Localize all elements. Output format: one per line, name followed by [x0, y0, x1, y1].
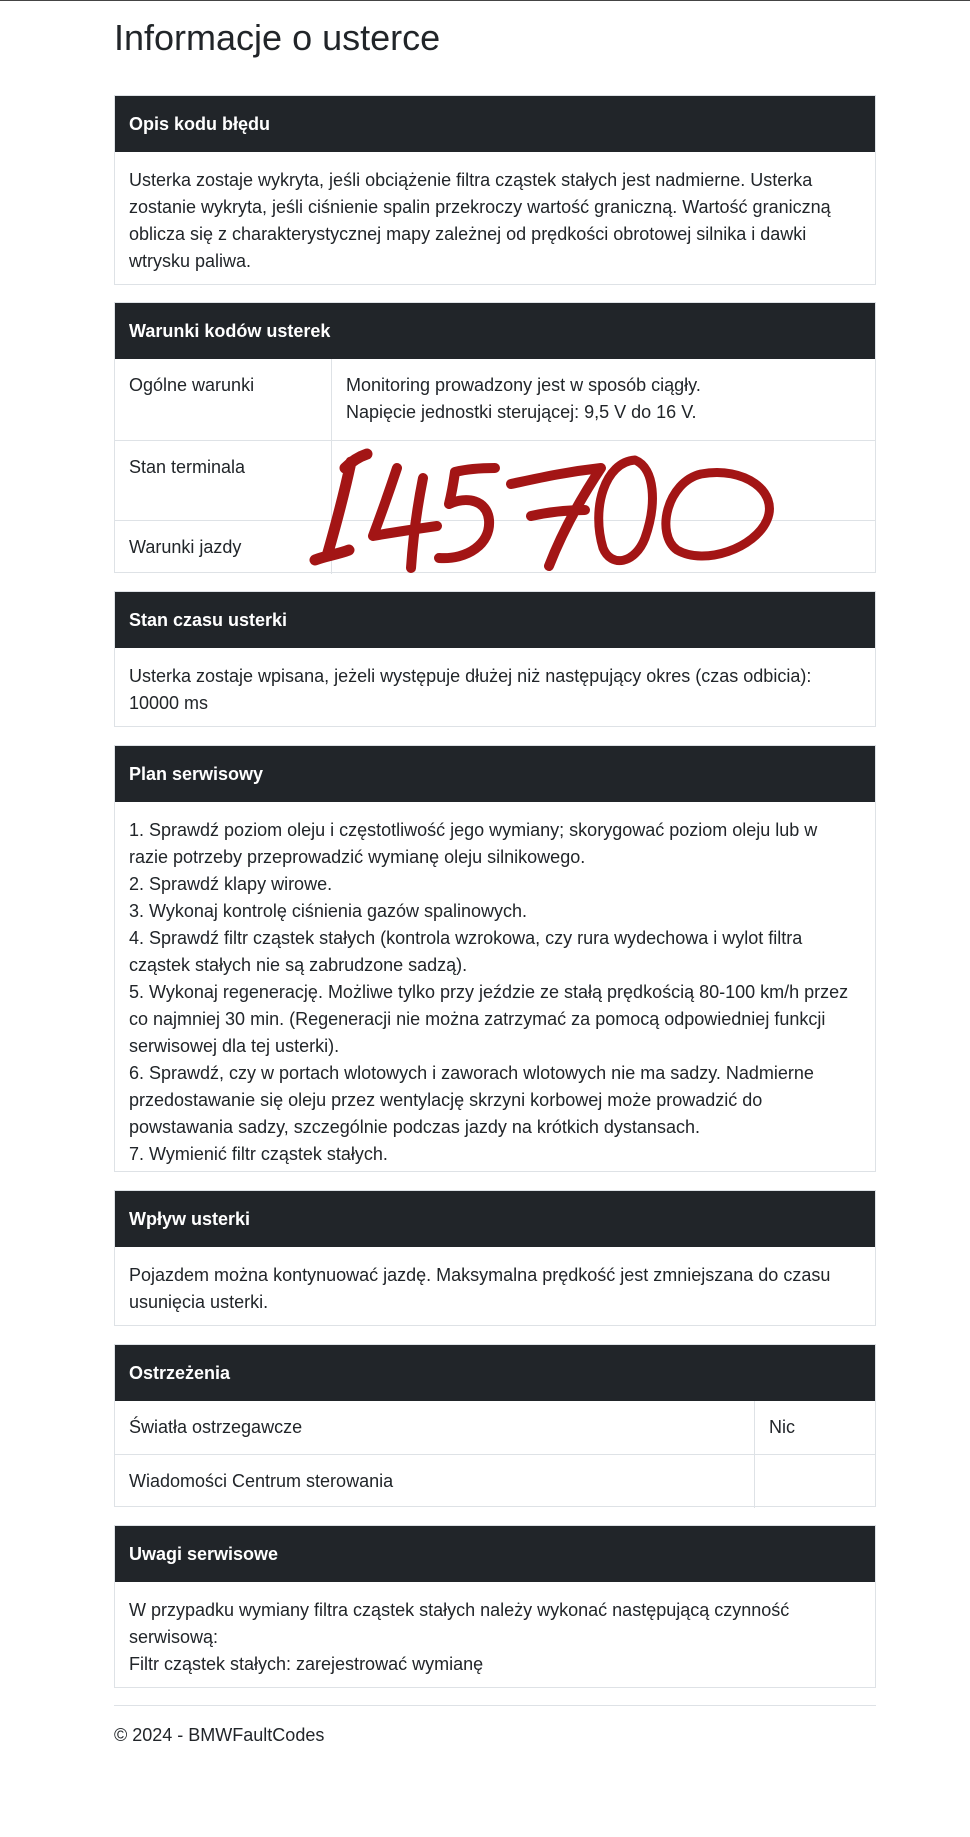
fault-time-header: Stan czasu usterki [115, 592, 875, 648]
fault-impact-header: Wpływ usterki [115, 1191, 875, 1247]
footer-divider [114, 1705, 876, 1706]
service-notes-text: Filtr cząstek stałych: zarejestrować wymianę [129, 1654, 484, 1674]
condition-label: Stan terminala [115, 440, 332, 520]
service-plan-item: 1. Sprawdź poziom oleju i częstotliwość jego wymiany; skorygować poziom oleju lub w razie potrzeby przeprowadzić wymianę oleju silnikowego. [129, 820, 818, 867]
condition-value [332, 520, 876, 574]
service-plan-list [115, 802, 875, 1182]
warnings-card [114, 1344, 876, 1507]
table-row [115, 520, 875, 574]
warnings-header: Ostrzeżenia [115, 1345, 875, 1401]
top-border [0, 0, 970, 1]
warning-label: Wiadomości Centrum sterowania [115, 1455, 755, 1509]
service-plan-item: 6. Sprawdź, czy w portach wlotowych i zaworach wlotowych nie ma sadzy. Nadmierne przedostawanie się oleju przez wentylację skrzyni korbowej może prowadzić do powstawania sadzy, szczególnie podczas jazdy na krótkich dystansach. [129, 1063, 814, 1137]
table-row [115, 359, 875, 440]
table-row [115, 1401, 875, 1455]
service-plan-item: 2. Sprawdź klapy wirowe. [129, 874, 333, 894]
warning-label: Światła ostrzegawcze [129, 1417, 303, 1437]
warning-value [755, 1455, 876, 1509]
fault-conditions-card [114, 302, 876, 573]
fault-time-text: Usterka zostaje wpisana, jeżeli występuje dłużej niż następujący okres (czas odbicia): 10000 ms [129, 666, 812, 713]
condition-value-line: Napięcie jednostki sterującej: 9,5 V do 16 V. [346, 402, 697, 422]
page-title: Informacje o usterce [114, 17, 441, 58]
table-row [115, 440, 875, 520]
service-plan-item: 4. Sprawdź filtr cząstek stałych (kontrola wzrokowa, czy rura wydechowa i wylot filtra cząstek stałych nie są zabrudzone sadzą). [129, 928, 803, 975]
footer-copyright: © 2024 - BMWFaultCodes [114, 1725, 325, 1745]
fault-impact-card [114, 1190, 876, 1326]
service-plan-card [114, 745, 876, 1172]
service-notes-card [114, 1525, 876, 1688]
fault-conditions-header: Warunki kodów usterek [115, 303, 875, 359]
condition-value [332, 359, 876, 440]
service-plan-item: 3. Wykonaj kontrolę ciśnienia gazów spalinowych. [129, 901, 528, 921]
fault-description-header: Opis kodu błędu [115, 96, 875, 152]
service-plan-item: 5. Wykonaj regenerację. Możliwe tylko przy jeździe ze stałą prędkością 80-100 km/h przez co najmniej 30 min. (Regeneracji nie można zatrzymać za pomocą odpowiedniej funkcji serwisowej dla tej usterki). [129, 982, 849, 1056]
service-plan-item: 7. Wymienić filtr cząstek stałych. [129, 1144, 388, 1164]
table-row [115, 1455, 875, 1509]
condition-label: Warunki jazdy [115, 520, 332, 574]
fault-impact-text: Pojazdem można kontynuować jazdę. Maksymalna prędkość jest zmniejszana do czasu usunięcia usterki. [129, 1265, 831, 1312]
service-notes-header: Uwagi serwisowe [115, 1526, 875, 1582]
condition-value [332, 440, 876, 520]
warning-value: Nic [755, 1401, 876, 1455]
condition-value-line: Monitoring prowadzony jest w sposób ciągły. [346, 375, 701, 395]
fault-description-text: Usterka zostaje wykryta, jeśli obciążenie filtra cząstek stałych jest nadmierne. Usterka zostanie wykryta, jeśli ciśnienie spalin przekroczy wartość graniczną. Wartość graniczną oblicza się z charakterystycznej mapy zależnej od prędkości obrotowej silnika i dawki wtrysku paliwa. [129, 170, 831, 271]
service-plan-header: Plan serwisowy [115, 746, 875, 802]
condition-label: Ogólne warunki [129, 375, 255, 395]
fault-conditions-table [115, 359, 875, 574]
service-notes-text: W przypadku wymiany filtra cząstek stałych należy wykonać następującą czynność serwisową: [129, 1600, 790, 1647]
warnings-table [115, 1401, 875, 1508]
fault-description-card [114, 95, 876, 285]
fault-time-card [114, 591, 876, 727]
